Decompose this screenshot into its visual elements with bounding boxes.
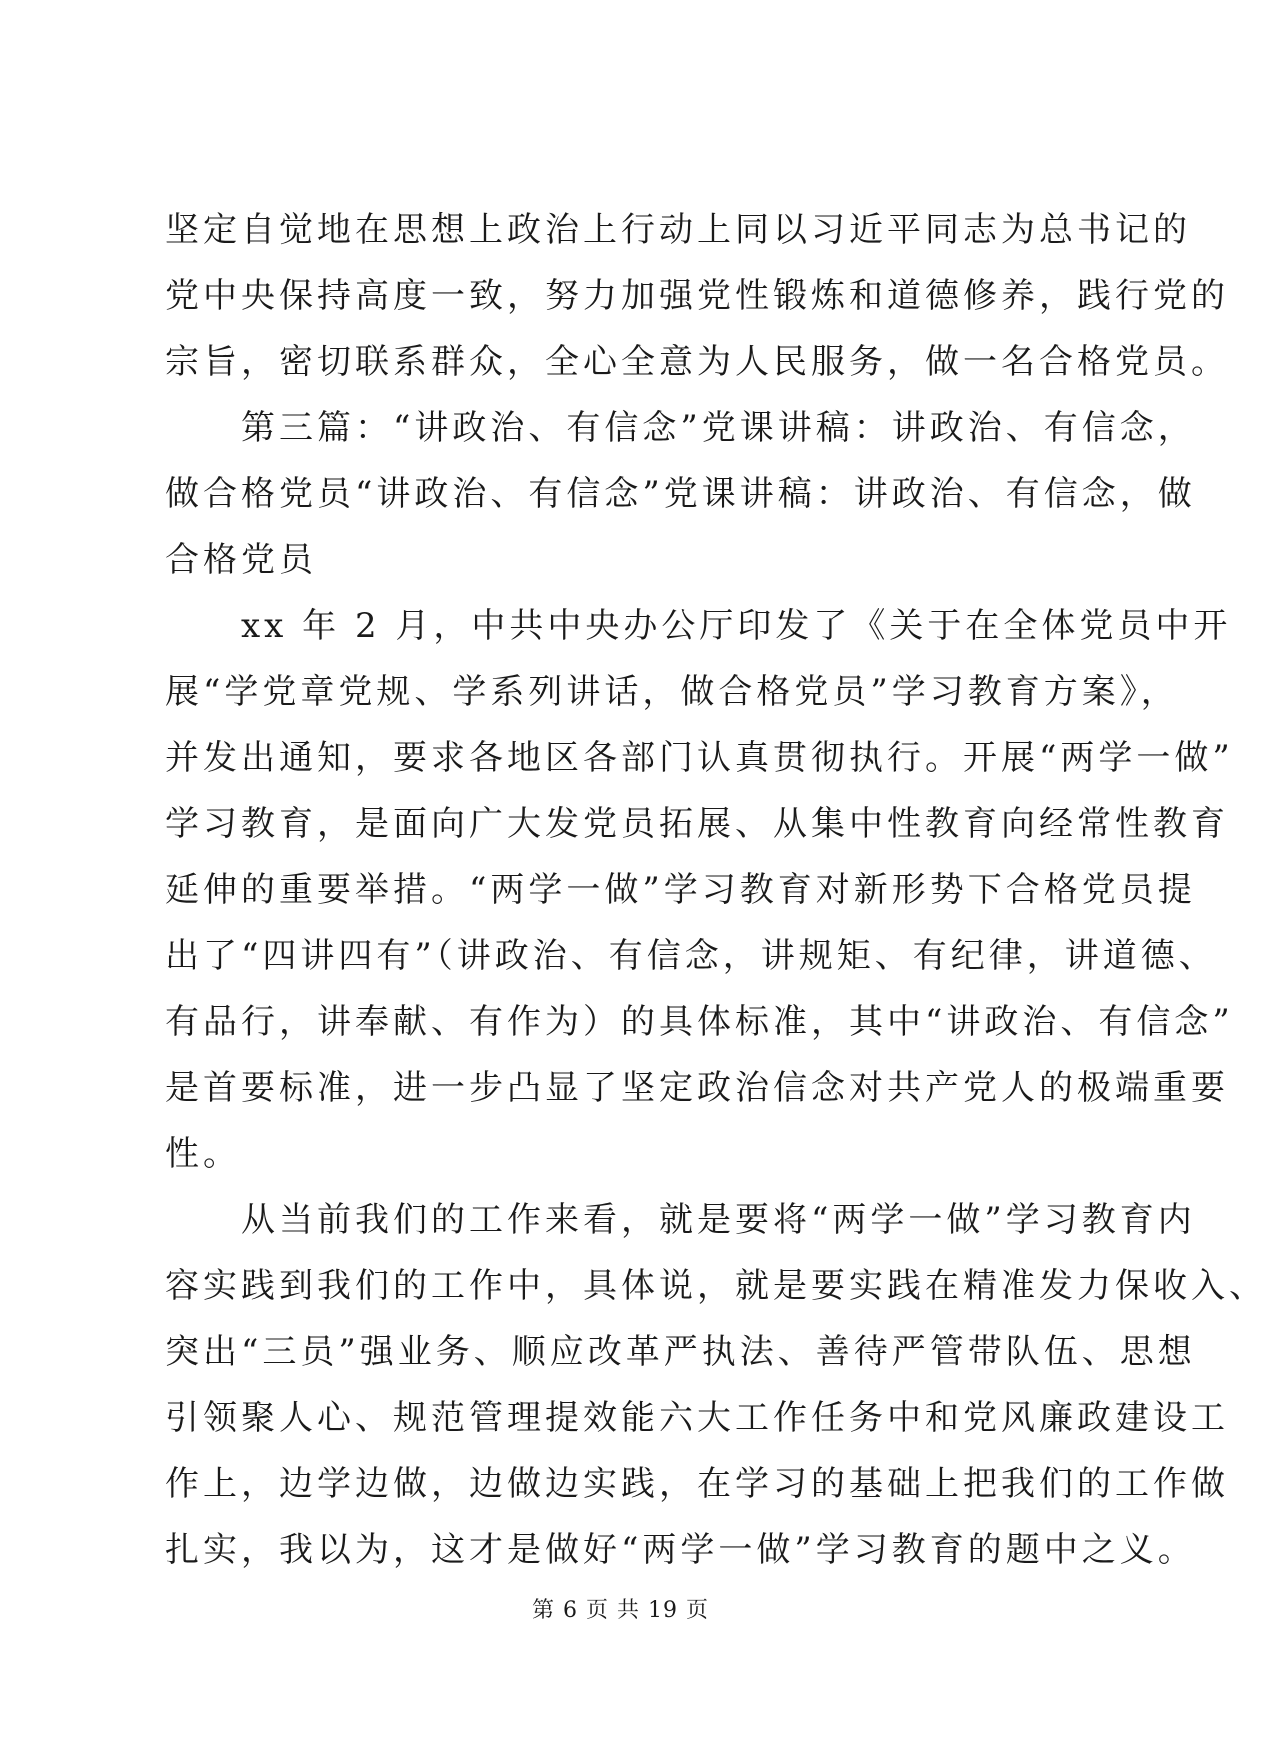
text-line: 学习教育，是面向广大发党员拓展、从集中性教育向经常性教育 <box>165 804 1229 844</box>
section-heading-line: 做合格党员“讲政治、有信念”党课讲稿：讲政治、有信念，做 <box>165 474 1196 514</box>
text-line: 扎实，我以为，这才是做好“两学一做”学习教育的题中之义。 <box>165 1530 1196 1570</box>
text-line: 容实践到我们的工作中，具体说，就是要实践在精准发力保收入、 <box>165 1266 1267 1306</box>
text-line: 有品行，讲奉献、有作为）的具体标准，其中“讲政治、有信念” <box>165 1002 1234 1042</box>
text-line: 党中央保持高度一致，努力加强党性锻炼和道德修养，践行党的 <box>165 276 1229 316</box>
section-heading-line: 第三篇：“讲政治、有信念”党课讲稿：讲政治、有信念， <box>165 408 1196 448</box>
body-text <box>165 197 1267 1583</box>
text-line: 出了“四讲四有”（讲政治、有信念，讲规矩、有纪律，讲道德、 <box>165 936 1217 976</box>
text-line: 从当前我们的工作来看，就是要将“两学一做”学习教育内 <box>165 1200 1196 1240</box>
text-line: 并发出通知，要求各地区各部门认真贯彻执行。开展“两学一做” <box>165 738 1234 778</box>
text-line: xx 年 2 月，中共中央办公厅印发了《关于在全体党员中开 <box>165 606 1232 646</box>
text-line: 性。 <box>165 1134 241 1174</box>
text-line: 作上，边学边做，边做边实践，在学习的基础上把我们的工作做 <box>165 1464 1229 1504</box>
text-line: 突出“三员”强业务、顺应改革严执法、善待严管带队伍、思想 <box>165 1332 1196 1372</box>
text-line: 引领聚人心、规范管理提效能六大工作任务中和党风廉政建设工 <box>165 1398 1229 1438</box>
section-heading-line: 合格党员 <box>165 540 317 580</box>
text-line: 宗旨，密切联系群众，全心全意为人民服务，做一名合格党员。 <box>165 342 1229 382</box>
text-line: 是首要标准，进一步凸显了坚定政治信念对共产党人的极端重要 <box>165 1068 1229 1108</box>
page-number-footer: 第 6 页 共 19 页 <box>532 1598 709 1623</box>
text-line: 坚定自觉地在思想上政治上行动上同以习近平同志为总书记的 <box>165 210 1191 250</box>
text-line: 展“学党章党规、学系列讲话，做合格党员”学习教育方案》， <box>165 672 1179 712</box>
text-line: 延伸的重要举措。“两学一做”学习教育对新形势下合格党员提 <box>165 870 1196 910</box>
